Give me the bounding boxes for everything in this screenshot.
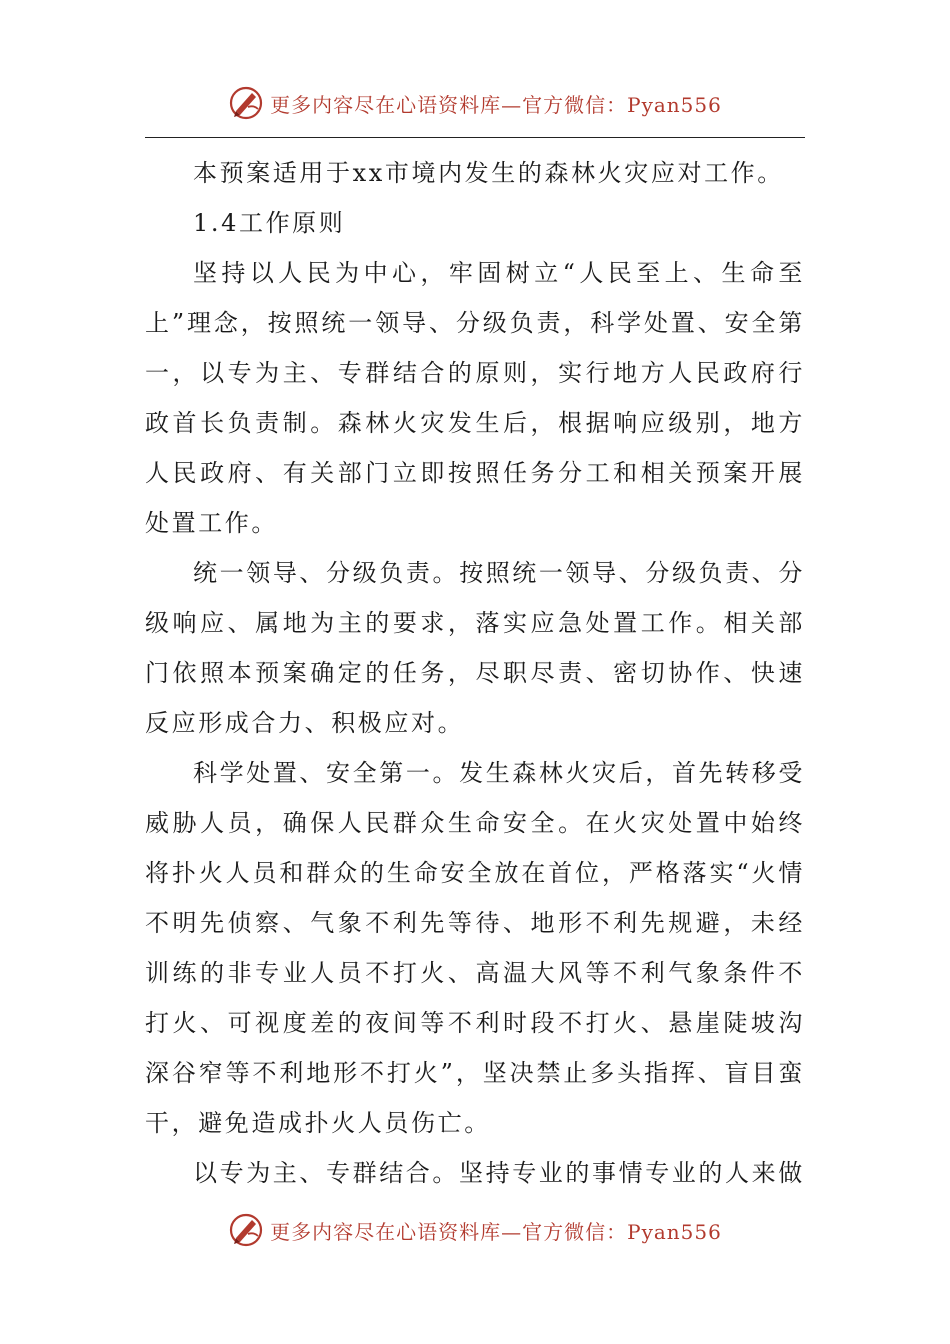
body-paragraph: 坚持以人民为中心，牢固树立“人民至上、生命至上”理念，按照统一领导、分级负责，科学处置、安全第一，以专为主、专群结合的原则，实行地方人民政府行政首长负责制。森林火灾发生后，根据响应级别，地方人民政府、有关部门立即按照任务分工和相关预案开展处置工作。 — [145, 259, 805, 537]
body-paragraph: 科学处置、安全第一。发生森林火灾后，首先转移受威胁人员，确保人民群众生命安全。在火灾处置中始终将扑火人员和群众的生命安全放在首位，严格落实“火情不明先侦察、气象不利先等待、地形不利先规避，未经训练的非专业人员不打火、高温大风等不利气象条件不打火、可视度差的夜间等不利时段不打火、悬崖陡坡沟深谷窄等不利地形不打火”，坚决禁止多头指挥、盲目蛮干，避免造成扑火人员伤亡。 — [145, 759, 805, 1137]
body-paragraph: 本预案适用于xx市境内发生的森林火灾应对工作。 — [193, 159, 784, 187]
document-body — [145, 148, 805, 1198]
header-banner-text: 更多内容尽在心语资料库—官方微信：Pyan556 — [270, 92, 722, 117]
footer-banner — [0, 1205, 950, 1255]
pen-logo-icon — [228, 85, 264, 121]
header-divider — [145, 137, 805, 138]
pen-logo-icon — [228, 1212, 264, 1248]
section-heading: 1.4工作原则 — [193, 209, 346, 237]
footer-banner-text: 更多内容尽在心语资料库—官方微信：Pyan556 — [270, 1219, 722, 1244]
header-banner — [0, 78, 950, 128]
body-paragraph: 统一领导、分级负责。按照统一领导、分级负责、分级响应、属地为主的要求，落实应急处置工作。相关部门依照本预案确定的任务，尽职尽责、密切协作、快速反应形成合力、积极应对。 — [145, 559, 805, 737]
body-paragraph: 以专为主、专群结合。坚持专业的事情专业的人来做 — [193, 1159, 805, 1187]
